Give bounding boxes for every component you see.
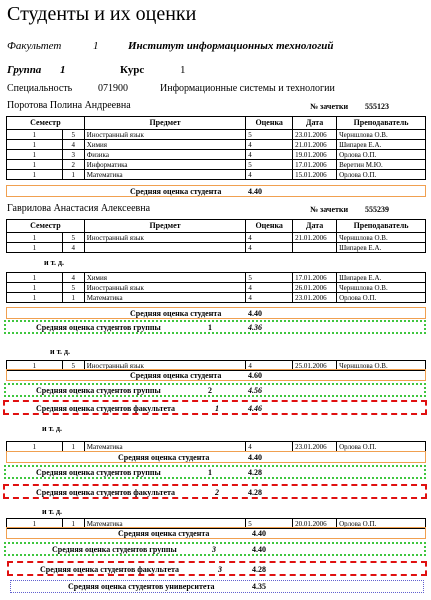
faculty-number: 1 bbox=[93, 40, 99, 52]
recbook-number: 555123 bbox=[365, 102, 389, 111]
faculty-name: Институт информационных технологий bbox=[128, 40, 334, 52]
header-grade: Оценка bbox=[246, 117, 293, 130]
etc-text: и т. д. bbox=[44, 258, 64, 267]
cell-subject bbox=[84, 243, 245, 253]
cell-semester: 1 bbox=[7, 273, 63, 283]
student-average-box bbox=[6, 527, 426, 539]
cell-semester: 1 bbox=[7, 130, 63, 140]
cell-number: 1 bbox=[62, 519, 84, 529]
report-title: Студенты и их оценки bbox=[7, 3, 197, 25]
table-row bbox=[7, 442, 426, 452]
cell-teacher: Черншлова О.В. bbox=[337, 283, 426, 293]
student-average-label: Средняя оценка студента bbox=[130, 309, 222, 318]
faculty-average-number: 3 bbox=[218, 565, 222, 574]
student-average-value: 4.40 bbox=[248, 309, 262, 318]
cell-date: 23.01.2006 bbox=[293, 442, 337, 452]
table-row bbox=[7, 140, 426, 150]
specialty-label: Специальность bbox=[7, 83, 73, 94]
university-average-label: Средняя оценка студентов университета bbox=[68, 582, 215, 591]
table-row bbox=[7, 160, 426, 170]
cell-number: 1 bbox=[62, 442, 84, 452]
header-date: Дата bbox=[293, 117, 337, 130]
cell-subject: Математика bbox=[84, 442, 246, 452]
cell-subject: Иностранный язык bbox=[84, 283, 246, 293]
group-average-number: 3 bbox=[212, 545, 216, 554]
cell-subject: Математика bbox=[84, 170, 245, 180]
cell-teacher: Черншлова О.В. bbox=[337, 361, 426, 371]
group-average-number: 1 bbox=[208, 468, 212, 477]
table-header-row bbox=[7, 117, 426, 130]
cell-teacher: Орлова О.П. bbox=[337, 442, 426, 452]
student-name: Поротова Полина Андреевна bbox=[7, 100, 131, 111]
header-subject: Предмет bbox=[84, 117, 245, 130]
group-average-number: 2 bbox=[208, 386, 212, 395]
cell-semester: 1 bbox=[7, 293, 63, 303]
cell-semester: 1 bbox=[7, 160, 63, 170]
cell-teacher: Черншлова О.В. bbox=[337, 130, 426, 140]
group-average-value: 4.40 bbox=[252, 545, 266, 554]
cell-grade: 5 bbox=[246, 160, 293, 170]
group-label: Группа bbox=[7, 64, 42, 76]
header-semester: Семестр bbox=[7, 117, 85, 130]
header-semester: Семестр bbox=[7, 220, 85, 233]
cell-grade: 4 bbox=[246, 170, 293, 180]
cell-semester: 1 bbox=[7, 519, 63, 529]
cell-number: 4 bbox=[62, 273, 84, 283]
cell-subject: Иностранный язык bbox=[84, 233, 245, 243]
cell-semester: 1 bbox=[7, 442, 63, 452]
cell-teacher: Орлова О.П. bbox=[337, 293, 426, 303]
cell-semester: 1 bbox=[7, 243, 63, 253]
header-teacher: Преподаватель bbox=[337, 220, 426, 233]
group-average-value: 4.36 bbox=[248, 323, 262, 332]
cell-number: 4 bbox=[62, 243, 84, 253]
faculty-average-number: 1 bbox=[215, 404, 219, 413]
faculty-average-label: Средняя оценка студентов факультета bbox=[36, 488, 176, 497]
student-average-value: 4.60 bbox=[248, 371, 262, 380]
cell-subject: Иностранный язык bbox=[84, 130, 245, 140]
group-average-value: 4.56 bbox=[248, 386, 262, 395]
cell-semester: 1 bbox=[7, 140, 63, 150]
cell-semester: 1 bbox=[7, 150, 63, 160]
header-date: Дата bbox=[293, 220, 337, 233]
cell-grade: 4 bbox=[246, 361, 293, 371]
faculty-average-value: 4.46 bbox=[248, 404, 262, 413]
cell-date: 15.01.2006 bbox=[293, 170, 337, 180]
student-average-label: Средняя оценка студента bbox=[118, 529, 210, 538]
cell-grade: 5 bbox=[246, 519, 293, 529]
student-average-label: Средняя оценка студента bbox=[130, 187, 222, 196]
specialty-code: 071900 bbox=[98, 83, 128, 94]
cell-semester: 1 bbox=[7, 361, 63, 371]
cell-date: 21.01.2006 bbox=[293, 233, 337, 243]
grades-table bbox=[6, 116, 426, 180]
cell-number: 2 bbox=[62, 160, 84, 170]
course-label: Курс bbox=[120, 64, 145, 76]
cell-teacher: Орлова О.П. bbox=[337, 519, 426, 529]
grades-table bbox=[6, 219, 426, 253]
faculty-average-label: Средняя оценка студентов факультета bbox=[40, 565, 180, 574]
cell-semester: 1 bbox=[7, 233, 63, 243]
cell-grade: 4 bbox=[246, 150, 293, 160]
cell-date bbox=[293, 243, 337, 253]
faculty-average-number: 2 bbox=[215, 488, 219, 497]
group-average-number: 1 bbox=[208, 323, 212, 332]
student-average-box bbox=[6, 451, 426, 463]
faculty-average-value: 4.28 bbox=[252, 565, 266, 574]
table-row bbox=[7, 283, 426, 293]
cell-subject: Химия bbox=[84, 273, 246, 283]
course-number: 1 bbox=[180, 64, 186, 76]
cell-number: 5 bbox=[62, 361, 84, 371]
cell-teacher: Орлова О.П. bbox=[337, 170, 426, 180]
faculty-average-value: 4.28 bbox=[248, 488, 262, 497]
cell-grade: 4 bbox=[246, 140, 293, 150]
group-average-label: Средняя оценка студентов группы bbox=[36, 323, 161, 332]
cell-teacher: Шипарев Е.А. bbox=[337, 140, 426, 150]
etc-text: и т. д. bbox=[42, 424, 62, 433]
group-average-value: 4.28 bbox=[248, 468, 262, 477]
cell-number: 1 bbox=[62, 170, 84, 180]
table-header-row bbox=[7, 220, 426, 233]
recbook-number: 555239 bbox=[365, 205, 389, 214]
table-row bbox=[7, 273, 426, 283]
student-average-value: 4.40 bbox=[248, 187, 262, 196]
faculty-average-label: Средняя оценка студентов факультета bbox=[36, 404, 176, 413]
table-row bbox=[7, 170, 426, 180]
group-average-label: Средняя оценка студентов группы bbox=[36, 386, 161, 395]
header-subject: Предмет bbox=[84, 220, 245, 233]
table-row bbox=[7, 233, 426, 243]
cell-date: 17.01.2006 bbox=[293, 273, 337, 283]
etc-text: и т. д. bbox=[42, 507, 62, 516]
cell-date: 20.01.2006 bbox=[293, 519, 337, 529]
university-average-value: 4.35 bbox=[252, 582, 266, 591]
student-average-label: Средняя оценка студента bbox=[118, 453, 210, 462]
group-average-label: Средняя оценка студентов группы bbox=[36, 468, 161, 477]
group-number: 1 bbox=[60, 64, 66, 76]
etc-text: и т. д. bbox=[50, 347, 70, 356]
cell-date: 26.01.2006 bbox=[293, 283, 337, 293]
student-name: Гаврилова Анастасия Алексеевна bbox=[7, 203, 151, 214]
recbook-label: № зачетки bbox=[310, 205, 349, 214]
cell-grade: 4 bbox=[246, 283, 293, 293]
cell-subject: Математика bbox=[84, 519, 246, 529]
cell-date: 17.01.2006 bbox=[293, 160, 337, 170]
cell-grade: 4 bbox=[246, 233, 293, 243]
cell-teacher: Шипарев Е.А. bbox=[337, 273, 426, 283]
table-row bbox=[7, 130, 426, 140]
student-average-value: 4.40 bbox=[252, 529, 266, 538]
cell-subject: Физика bbox=[84, 150, 245, 160]
cell-grade: 5 bbox=[246, 273, 293, 283]
cell-number: 4 bbox=[62, 140, 84, 150]
cell-number: 5 bbox=[62, 130, 84, 140]
cell-semester: 1 bbox=[7, 283, 63, 293]
recbook-label: № зачетки bbox=[310, 102, 349, 111]
cell-semester: 1 bbox=[7, 170, 63, 180]
cell-teacher: Шипарев Е.А. bbox=[337, 243, 426, 253]
header-teacher: Преподаватель bbox=[337, 117, 426, 130]
table-row bbox=[7, 243, 426, 253]
student-average-label: Средняя оценка студента bbox=[130, 371, 222, 380]
cell-teacher: Орлова О.П. bbox=[337, 150, 426, 160]
group-average-label: Средняя оценка студентов группы bbox=[52, 545, 177, 554]
cell-grade: 4 bbox=[246, 442, 293, 452]
grades-table bbox=[6, 272, 426, 303]
cell-subject: Иностранный язык bbox=[84, 361, 246, 371]
header-grade: Оценка bbox=[246, 220, 293, 233]
table-row bbox=[7, 150, 426, 160]
cell-number: 1 bbox=[62, 293, 84, 303]
cell-date: 19.01.2006 bbox=[293, 150, 337, 160]
cell-subject: Математика bbox=[84, 293, 246, 303]
cell-grade: 5 bbox=[246, 130, 293, 140]
faculty-label: Факультет bbox=[7, 40, 62, 52]
cell-date: 25.01.2006 bbox=[293, 361, 337, 371]
cell-date: 23.01.2006 bbox=[293, 293, 337, 303]
cell-number: 5 bbox=[62, 233, 84, 243]
table-row bbox=[7, 293, 426, 303]
cell-subject: Информатика bbox=[84, 160, 245, 170]
cell-number: 5 bbox=[62, 283, 84, 293]
cell-number: 3 bbox=[62, 150, 84, 160]
cell-teacher: Веретин М.Ю. bbox=[337, 160, 426, 170]
cell-subject: Химия bbox=[84, 140, 245, 150]
cell-teacher: Черншлова О.В. bbox=[337, 233, 426, 243]
student-average-value: 4.40 bbox=[248, 453, 262, 462]
cell-grade: 4 bbox=[246, 243, 293, 253]
cell-date: 23.01.2006 bbox=[293, 130, 337, 140]
cell-grade: 4 bbox=[246, 293, 293, 303]
cell-date: 21.01.2006 bbox=[293, 140, 337, 150]
specialty-name: Информационные системы и технологии bbox=[160, 83, 335, 94]
